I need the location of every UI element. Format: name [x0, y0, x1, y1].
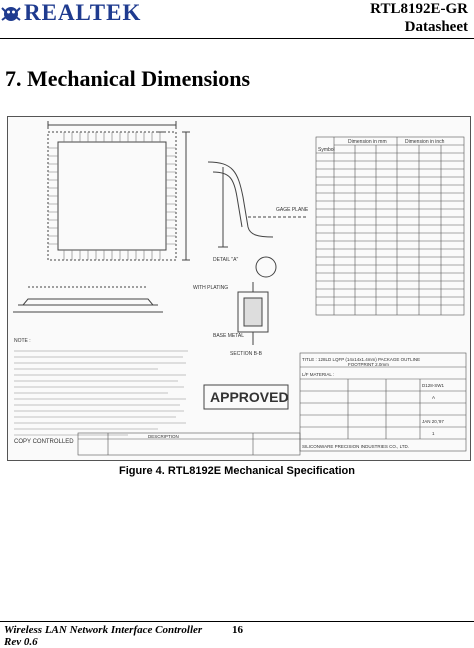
- document-id: [370, 0, 468, 36]
- table-header-inch: Dimension in inch: [405, 139, 445, 145]
- mechanical-drawing: [7, 116, 471, 461]
- footer-rule: [0, 621, 474, 622]
- dimension-table: [316, 137, 464, 315]
- package-top-view: [48, 121, 190, 260]
- title-block-title: TITLE : 128LD LQFP (14x14x1.4mm) PACKAGE OUTLINE: [302, 357, 421, 362]
- notes-label: NOTE :: [14, 338, 31, 344]
- footer-product-name: Wireless LAN Network Interface Controller: [4, 624, 203, 636]
- revision-description: DESCRIPTION: [148, 434, 179, 439]
- title-block: [300, 353, 466, 451]
- approved-stamp: [204, 385, 289, 409]
- crab-logo-icon: [0, 2, 22, 24]
- doc-title: RTL8192E-GR: [370, 1, 468, 17]
- footer-product: [4, 624, 202, 648]
- footer-revision: Rev 0.6: [4, 636, 38, 648]
- copy-controlled-label: COPY CONTROLLED: [14, 439, 74, 445]
- material-label: L/F MATERIAL :: [302, 372, 335, 377]
- revision-block: [78, 433, 300, 455]
- figure-caption: Figure 4. RTL8192E Mechanical Specification: [119, 465, 355, 477]
- base-metal-label: BASE METAL: [213, 333, 245, 339]
- with-plating-label: WITH PLATING: [193, 285, 229, 291]
- logo-text: REALTEK: [24, 0, 142, 25]
- approved-stamp-text: APPROVED: [210, 389, 289, 405]
- dwg-no: D128-SW1: [422, 383, 445, 388]
- section-bb-label: SECTION B-B: [230, 351, 262, 357]
- page-number: 16: [232, 624, 243, 636]
- table-header-mm: Dimension in mm: [348, 139, 387, 145]
- section-title: 7. Mechanical Dimensions: [5, 66, 251, 91]
- table-header-symbol: Symbol: [318, 147, 335, 153]
- company-name: SILICONWARE PRECISION INDUSTRIES CO., LTD.: [302, 444, 410, 449]
- notes-block: [14, 338, 188, 435]
- table-text: [318, 139, 445, 153]
- date-value: JAN 20,'97: [422, 419, 444, 424]
- header-rule: [0, 38, 474, 39]
- rev-no: A: [432, 395, 436, 400]
- drawing-canvas: [8, 117, 470, 460]
- detail-a-label: DETAIL "A": [213, 257, 239, 263]
- gage-plane-label: GAGE PLANE: [276, 207, 309, 213]
- realtek-logo: [0, 0, 170, 26]
- package-side-view: [13, 287, 163, 312]
- sheet-value: 1: [432, 431, 435, 436]
- footprint-label: FOOTPRINT 2.0mm: [348, 362, 389, 367]
- doc-type: Datasheet: [404, 19, 468, 35]
